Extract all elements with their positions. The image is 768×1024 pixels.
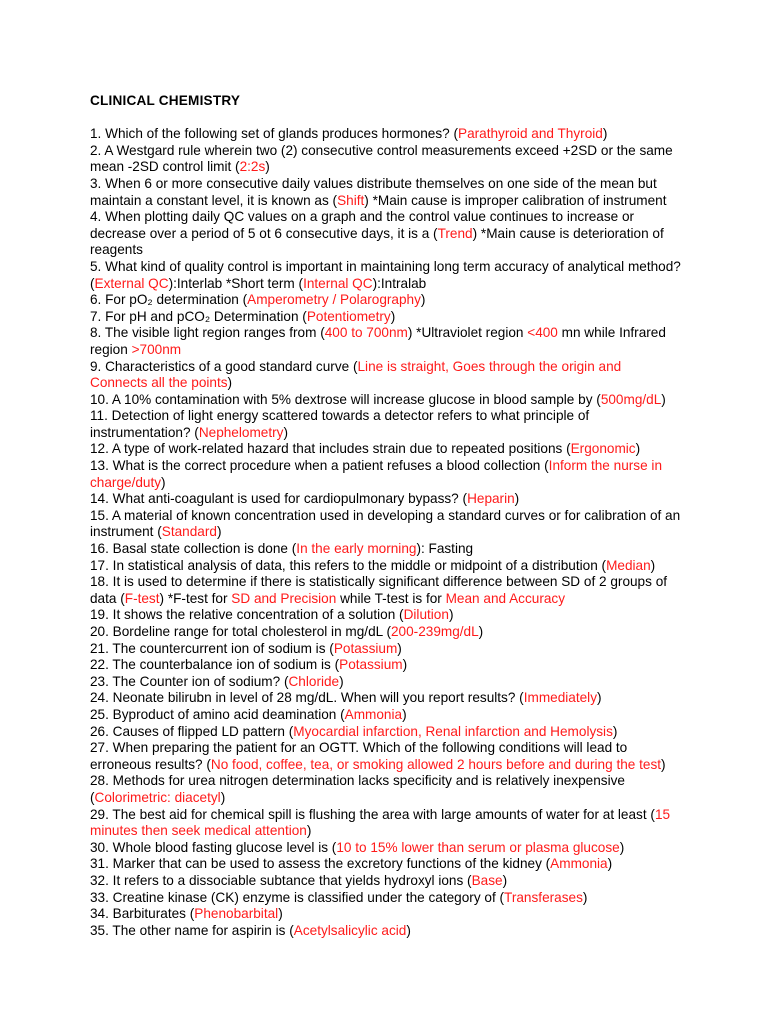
answer-text: 500mg/dL <box>600 391 662 407</box>
question-text: 26. Causes of flipped LD pattern ( <box>90 723 294 739</box>
answer-text: Transferases <box>504 889 583 905</box>
answer-text: Inform the nurse in charge/duty <box>90 458 663 490</box>
question-text: 35. The other name for aspirin is ( <box>90 922 294 938</box>
question-item <box>90 558 682 575</box>
question-item <box>90 890 682 907</box>
answer-text: In the early morning <box>296 541 417 557</box>
question-text: ) <box>406 922 411 938</box>
question-text: 5. What kind of quality control is important in maintaining long term accuracy of analytical method? ( <box>90 258 681 291</box>
answer-text: Potassium <box>339 657 403 673</box>
answer-text: Colorimetric: diacetyl <box>94 789 221 805</box>
question-text: ) <box>661 756 666 772</box>
answer-text: Mean and Accuracy <box>445 590 565 606</box>
answer-text: Potassium <box>333 640 398 656</box>
question-item <box>90 491 682 508</box>
question-text: ) <box>306 823 312 839</box>
question-text: 14. What anti-coagulant is used for cardiopulmonary bypass? ( <box>90 491 468 507</box>
question-item <box>90 541 682 558</box>
question-text: ) <box>402 706 407 722</box>
question-item <box>90 292 682 309</box>
question-item <box>90 607 682 624</box>
question-item <box>90 209 682 259</box>
answer-text: No food, coffee, tea, or smoking allowed 2 hours before and during the test <box>210 756 662 772</box>
question-text: ):Intralab <box>372 275 427 291</box>
answer-text: Nephelometry <box>198 424 284 440</box>
answer-text: Dilution <box>403 607 449 623</box>
question-text: ) *Main cause is deterioration of reagents <box>90 225 664 258</box>
question-text: 30. Whole blood fasting glucose level is ( <box>90 839 337 855</box>
answer-text: 200-239mg/dL <box>391 624 479 639</box>
question-item <box>90 923 682 940</box>
question-text: ) <box>607 856 613 872</box>
question-text: 3. When 6 or more consecutive daily values distribute themselves on one side of the mean but maintain a constant level, it is known as ( <box>90 175 657 208</box>
answer-text: Heparin <box>467 491 515 507</box>
question-text: 22. The counterbalance ion of sodium is ( <box>90 657 340 673</box>
answer-text: >700nm <box>131 341 182 357</box>
question-text: while T-test is for <box>336 590 446 606</box>
answer-text: 15 minutes then seek medical attention <box>90 806 671 839</box>
answer-text: Myocardial infarction, Renal infarction and Hemolysis <box>293 723 613 739</box>
question-text: ) <box>448 607 454 623</box>
answer-text: Standard <box>161 524 217 540</box>
question-text: ) *Main cause is improper calibration of instrument <box>364 192 667 208</box>
question-item <box>90 773 682 806</box>
answer-text: Acetylsalicylic acid <box>293 922 407 938</box>
answer-text: Base <box>471 872 503 888</box>
question-item <box>90 508 682 541</box>
question-text: ) <box>602 126 608 142</box>
answer-text: Line is straight, Goes through the origin and Connects all the points <box>90 358 622 391</box>
question-text: mn while Infrared region <box>90 325 666 357</box>
question-item <box>90 359 682 392</box>
question-text: 19. It shows the relative concentration of a solution ( <box>90 607 404 623</box>
question-text: ) <box>402 657 408 673</box>
question-text: 15. A material of known concentration used in developing a standard curves or for calibration of an instrument ( <box>90 507 681 540</box>
question-text: 29. The best aid for chemical spill is flushing the area with large amounts of water for at least ( <box>90 806 655 822</box>
question-item <box>90 143 682 176</box>
question-item <box>90 724 682 741</box>
question-item <box>90 458 682 491</box>
question-item <box>90 325 682 358</box>
question-text: 17. In statistical analysis of data, this refers to the middle or midpoint of a distribution ( <box>90 557 607 573</box>
answer-text: 2:2s <box>239 159 266 175</box>
question-item <box>90 707 682 724</box>
question-item <box>90 126 682 143</box>
question-item <box>90 641 682 658</box>
answer-text: Immediately <box>523 690 597 706</box>
document-title: CLINICAL CHEMISTRY <box>90 93 241 108</box>
question-text: ):Interlab *Short term ( <box>168 275 304 291</box>
answer-text: Potentiometry <box>306 308 391 324</box>
question-text: 32. It refers to a dissociable subtance that yields hydroxyl ions ( <box>90 872 472 888</box>
question-text: ) <box>650 557 656 573</box>
question-text: 10. A 10% contamination with 5% dextrose will increase glucose in blood sample by ( <box>90 391 601 407</box>
answer-text: 10 to 15% lower than serum or plasma glucose <box>336 839 620 855</box>
question-text: 11. Detection of light energy scattered towards a detector refers to what principle of instrumentation? ( <box>90 408 590 440</box>
question-item <box>90 408 682 441</box>
document-page <box>90 93 682 939</box>
question-text: ) <box>227 375 233 391</box>
question-item <box>90 392 682 409</box>
question-text: 13. What is the correct procedure when a patient refuses a blood collection ( <box>90 458 549 474</box>
answer-text: Ergonomic <box>570 441 636 457</box>
answer-text: Phenobarbital <box>194 906 279 922</box>
question-text: ) <box>390 308 396 324</box>
question-text: 24. Neonate bilirubn in level of 28 mg/dL. When will you report results? ( <box>90 690 524 706</box>
question-text: 7. For pH and pCO₂ Determination ( <box>90 308 307 324</box>
question-text: 16. Basal state collection is done ( <box>90 541 297 557</box>
question-text: ) <box>478 624 484 639</box>
answer-text: External QC <box>94 275 169 291</box>
question-list <box>90 126 682 939</box>
question-item <box>90 657 682 674</box>
question-text: ) <box>161 474 166 490</box>
question-item <box>90 807 682 840</box>
question-text: ) <box>582 889 588 905</box>
question-text: ) <box>619 839 625 855</box>
question-item <box>90 259 682 292</box>
question-text: ) <box>420 292 426 308</box>
question-item <box>90 840 682 857</box>
answer-text: Chloride <box>288 673 340 689</box>
question-text: 6. For pO₂ determination ( <box>90 292 248 308</box>
question-text: ) <box>612 723 618 739</box>
question-text: ) <box>597 690 602 706</box>
answer-text: Ammonia <box>344 706 403 722</box>
question-text: 25. Byproduct of amino acid deamination ( <box>90 706 345 722</box>
question-text: 8. The visible light region ranges from ( <box>90 325 325 341</box>
answer-text: Internal QC <box>303 275 373 291</box>
question-item <box>90 574 682 607</box>
answer-text: Trend <box>437 225 473 241</box>
answer-text: Parathyroid and Thyroid <box>458 126 603 142</box>
question-text: ) <box>216 524 222 540</box>
question-text: ) <box>278 906 283 922</box>
question-text: 21. The countercurrent ion of sodium is ( <box>90 640 334 656</box>
question-text: 1. Which of the following set of glands produces hormones? ( <box>90 126 458 142</box>
question-text: ) <box>397 640 402 656</box>
question-text: 28. Methods for urea nitrogen determination lacks specificity and is relatively inexpensive ( <box>90 773 625 805</box>
question-text: 34. Barbiturates ( <box>90 906 195 922</box>
question-text: 9. Characteristics of a good standard curve ( <box>90 358 358 374</box>
question-text: ) <box>661 391 666 407</box>
question-text: 31. Marker that can be used to assess the excretory functions of the kidney ( <box>90 856 551 872</box>
answer-text: 400 to 700nm <box>324 325 408 341</box>
question-text: 18. It is used to determine if there is statistically significant difference between SD of 2 groups of data ( <box>90 574 668 606</box>
question-item <box>90 906 682 923</box>
question-item <box>90 856 682 873</box>
answer-text: <400 <box>527 325 558 341</box>
answer-text: F-test <box>124 590 160 606</box>
question-text: 33. Creatine kinase (CK) enzyme is classified under the category of ( <box>90 889 505 905</box>
question-text: 2. A Westgard rule wherein two (2) consecutive control measurements exceed +2SD or the same mean -2SD control limit ( <box>90 142 673 175</box>
question-text: ) *F-test for <box>159 590 232 606</box>
question-item <box>90 690 682 707</box>
question-text: ) <box>283 424 288 440</box>
question-text: 23. The Counter ion of sodium? ( <box>90 673 289 689</box>
answer-text: Ammonia <box>550 856 608 872</box>
question-item <box>90 309 682 326</box>
question-text: ) <box>265 159 270 175</box>
question-text: 27. When preparing the patient for an OGTT. Which of the following conditions will lead to erroneous results? ( <box>90 740 628 772</box>
question-item <box>90 624 682 641</box>
answer-text: Median <box>606 557 651 573</box>
question-text: ) <box>635 441 641 457</box>
question-item <box>90 176 682 209</box>
question-item <box>90 740 682 773</box>
question-item <box>90 674 682 691</box>
question-text: 20. Bordeline range for total cholesterol in mg/dL ( <box>90 624 391 639</box>
answer-text: Amperometry / Polarography <box>247 292 421 308</box>
question-text: 4. When plotting daily QC values on a graph and the control value continues to increase or decrease over a period of 5 ot 6 consecutive days, it is a ( <box>90 209 635 241</box>
question-text: ) <box>514 491 520 507</box>
question-text: ) <box>339 673 344 689</box>
question-text: ) *Ultraviolet region <box>407 325 528 341</box>
answer-text: Shift <box>337 192 365 208</box>
question-text: ) <box>502 872 508 888</box>
question-item <box>90 441 682 458</box>
question-text: ): Fasting <box>416 541 474 557</box>
question-item <box>90 873 682 890</box>
question-text: ) <box>220 789 226 805</box>
answer-text: SD and Precision <box>231 590 337 606</box>
question-text: 12. A type of work-related hazard that includes strain due to repeated positions ( <box>90 441 571 457</box>
